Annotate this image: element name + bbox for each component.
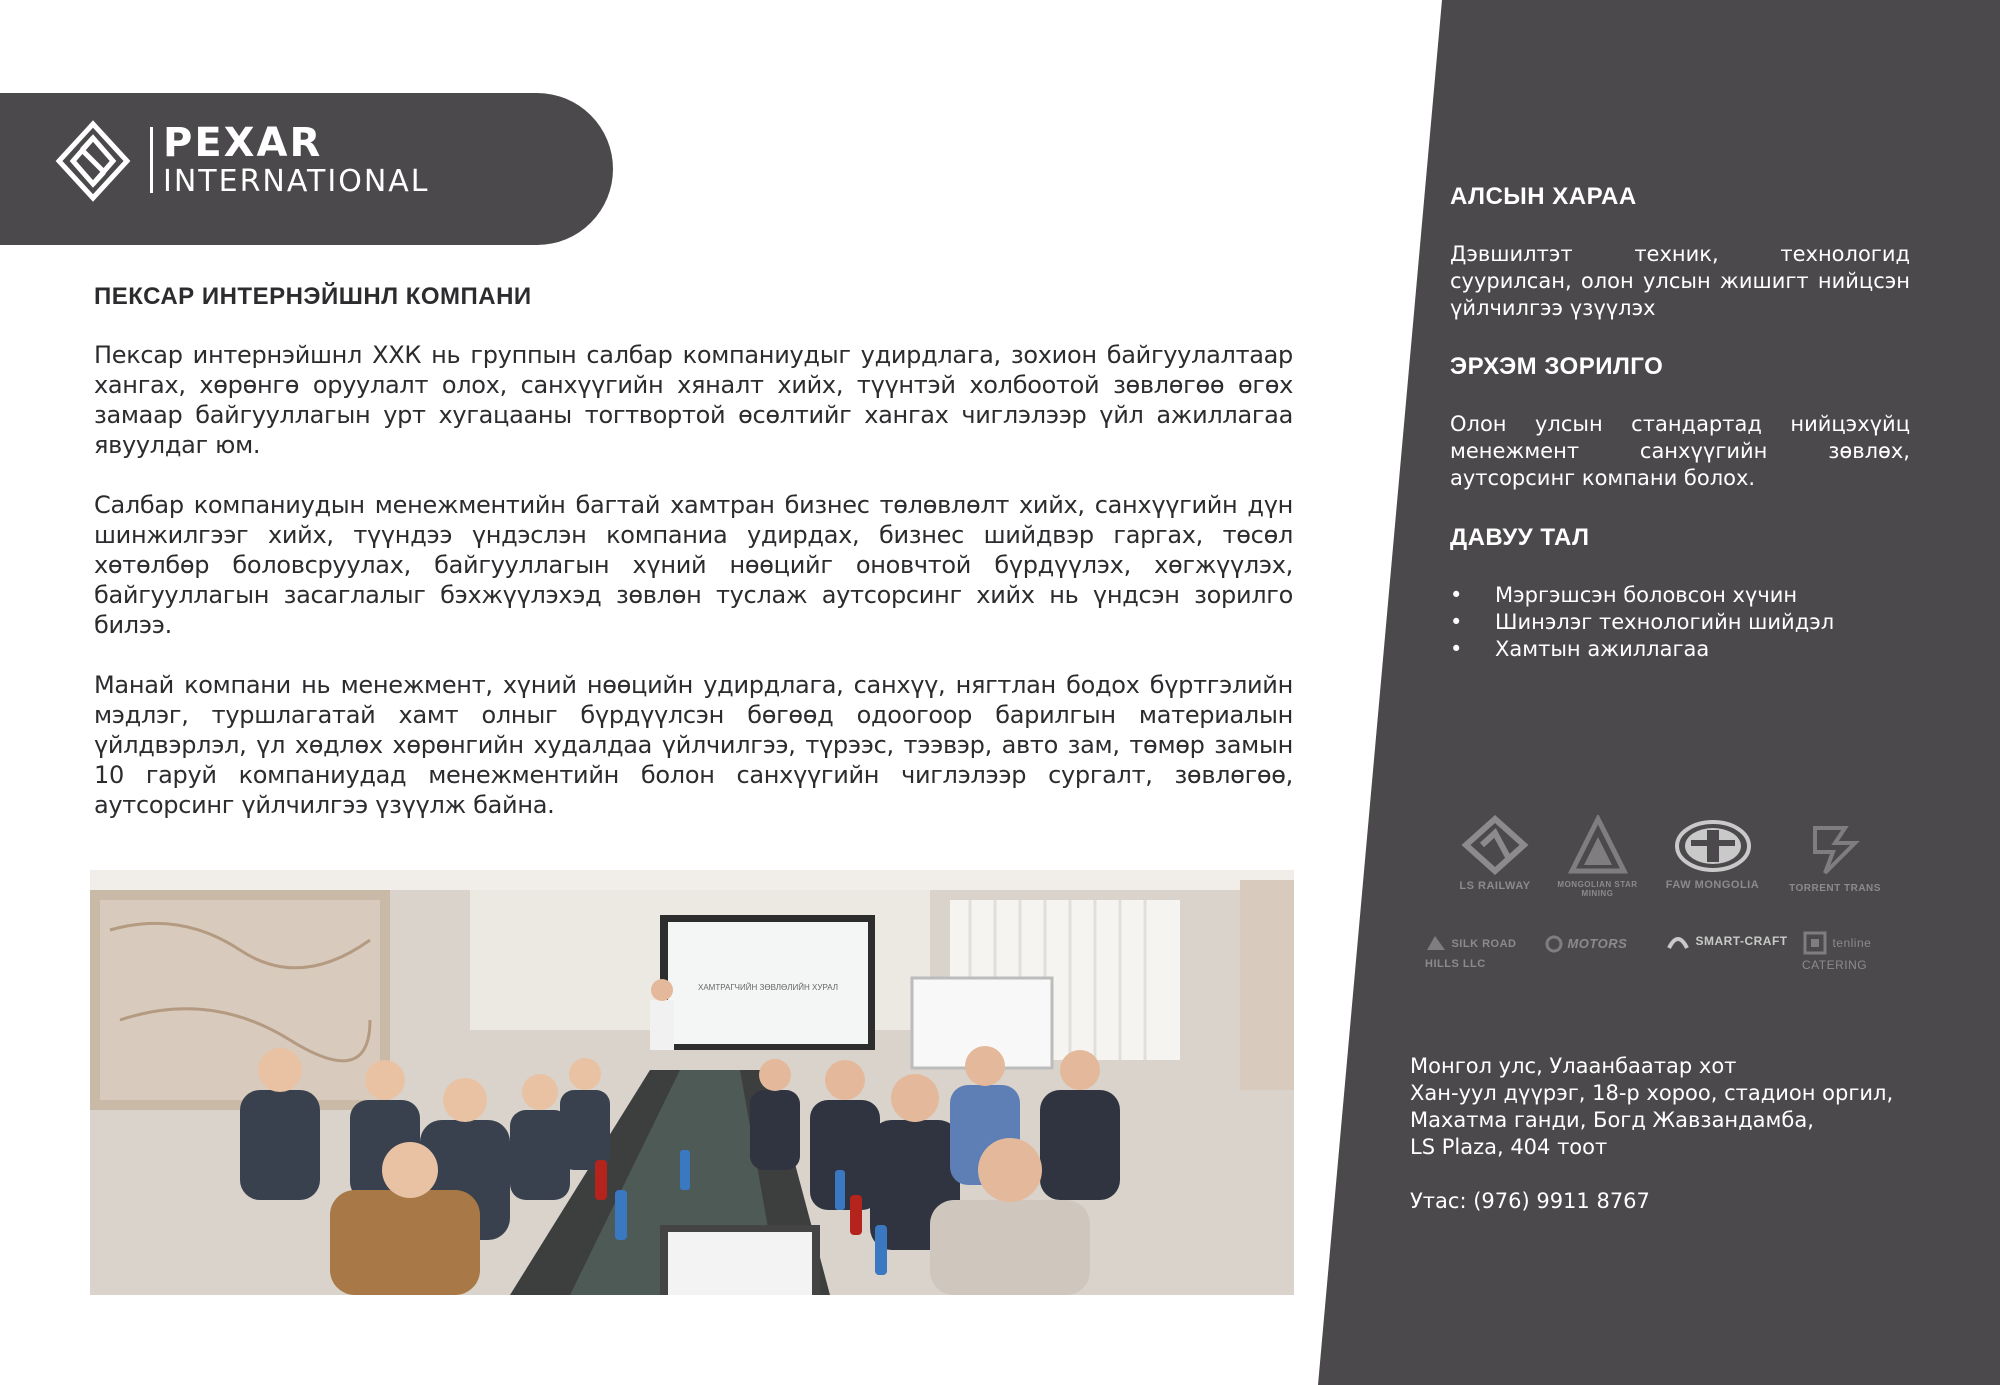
- mountain-star-icon: [1568, 815, 1628, 875]
- partner-label: SMART-CRAFT: [1695, 934, 1788, 949]
- bullet-icon: •: [1450, 610, 1463, 634]
- intro-paragraph-1: Пексар интернэйшнл ХХК нь группын салбар компаниудыг удирдлага, зохион байгуулалтаар хангах, хөрөнгө оруулалт олох, санхүүгийн хяналт хийх, түүнтэй холбоотой зөвлөгөө өгөх замаар байгууллагын урт хугацааны тогтвортой өсөлтийг хангах чиглэлээр үйл ажиллагаа явуулдаг юм.: [94, 341, 1293, 459]
- partner-logo-smart-craft: [1665, 928, 1795, 954]
- partner-logo-torrent-trans: [1785, 818, 1885, 894]
- advantages-list: [1450, 582, 1834, 663]
- address-line: LS Plaza, 404 тоот: [1410, 1135, 1608, 1159]
- motors-icon: [1545, 935, 1563, 953]
- advantage-label: Мэргэшсэн боловсон хүчин: [1495, 583, 1798, 607]
- partner-label: MONGOLIAN STAR MINING: [1557, 880, 1638, 898]
- advantages-heading: ДАВУУ ТАЛ: [1450, 524, 1590, 551]
- torrent-trans-icon: [1805, 818, 1865, 878]
- vision-heading: АЛСЫН ХАРАА: [1450, 183, 1637, 210]
- partner-logo-silk-road: [1425, 932, 1535, 972]
- ls-railway-icon: [1460, 815, 1530, 875]
- partner-label: tenline CATERING: [1802, 936, 1872, 972]
- address-line: Монгол улс, Улаанбаатар хот: [1410, 1054, 1737, 1078]
- bullet-icon: •: [1450, 637, 1463, 661]
- list-item: [1450, 636, 1834, 663]
- faw-icon: [1673, 818, 1753, 874]
- company-phone: Утас: (976) 9911 8767: [1410, 1189, 1650, 1213]
- logo-wordmark-international: INTERNATIONAL: [163, 164, 430, 199]
- partner-label: TORRENT TRANS: [1789, 883, 1881, 894]
- mission-text: Олон улсын стандартад нийцэхүйц менежмент санхүүгийн зөвлөх, аутсорсинг компани болох.: [1450, 412, 1910, 490]
- bullet-icon: •: [1450, 583, 1463, 607]
- mission-heading: ЭРХЭМ ЗОРИЛГО: [1450, 353, 1664, 380]
- partner-label: SILK ROAD HILLS LLC: [1425, 938, 1517, 970]
- logo-wordmark-pexar: PEXAR: [163, 120, 323, 166]
- page-title: ПЕКСАР ИНТЕРНЭЙШНЛ КОМПАНИ: [94, 283, 532, 310]
- partner-logo-tenline: [1802, 930, 1912, 974]
- tenline-icon: [1802, 930, 1828, 956]
- advantage-label: Шинэлэг технологийн шийдэл: [1495, 610, 1835, 634]
- partner-logo-ls-railway: [1435, 815, 1555, 892]
- partner-label: LS RAILWAY: [1459, 880, 1531, 892]
- partner-label: MOTORS: [1567, 936, 1628, 952]
- company-address: [1410, 1053, 1893, 1161]
- list-item: [1450, 609, 1834, 636]
- vision-text: Дэвшилтэт техник, технологид суурилсан, олон улсын жишигт нийцсэн үйлчилгээ үзүүлэх: [1450, 242, 1910, 320]
- partner-logo-mongolian-star: [1555, 815, 1640, 898]
- silk-road-icon: [1425, 932, 1447, 954]
- list-item: [1450, 582, 1834, 609]
- partner-label: FAW MONGOLIA: [1665, 879, 1760, 891]
- address-line: Махатма ганди, Богд Жавзандамба,: [1410, 1108, 1814, 1132]
- meeting-photo: [90, 870, 1294, 1295]
- pexar-logo-icon: [55, 120, 131, 202]
- intro-paragraph-2: Салбар компаниудын менежментийн багтай хамтран бизнес төлөвлөлт хийх, санхүүгийн дүн шинжилгээг хийх, түүндээ үндэслэн компаниа удирдах, бизнес шийдвэр гаргах, төсөл хөтөлбөр боловсруулах, байгууллагын хүний нөөцийг оновчтой бүрдүүлэх, хөгжүүлэх, байгууллагын засаглалыг бэхжүүлэхэд зөвлөн туслаж аутсорсинг хийх нь үндсэн зорилго билээ.: [94, 491, 1293, 639]
- address-line: Хан-уул дүүрэг, 18-р хороо, стадион оргил,: [1410, 1081, 1894, 1105]
- partner-logo-faw-mongolia: [1655, 818, 1770, 891]
- screen-caption: ХАМТРАГЧИЙН ЗӨВЛӨЛИЙН ХУРАЛ: [697, 983, 839, 992]
- advantage-label: Хамтын ажиллагаа: [1495, 637, 1710, 661]
- smart-craft-icon: [1665, 928, 1691, 954]
- partner-logo-motors: [1545, 935, 1645, 953]
- intro-paragraph-3: Манай компани нь менежмент, хүний нөөцийн удирдлага, санхүү, нягтлан бодох бүртгэлийн мэдлэг, туршлагатай хамт олныг бүрдүүлсэн бөгөөд одоогоор барилгын материалын үйлдвэрлэл, үл хөдлөх хөрөнгийн худалдаа үйлчилгээ, түрээс, тээвэр, авто зам, төмөр замын 10 гаруй компаниудад менежментийн болон санхүүгийн чиглэлээр сургалт, зөвлөгөө, аутсорсинг үйлчилгээ үзүүлж байна.: [94, 671, 1293, 819]
- logo-divider: [150, 127, 153, 193]
